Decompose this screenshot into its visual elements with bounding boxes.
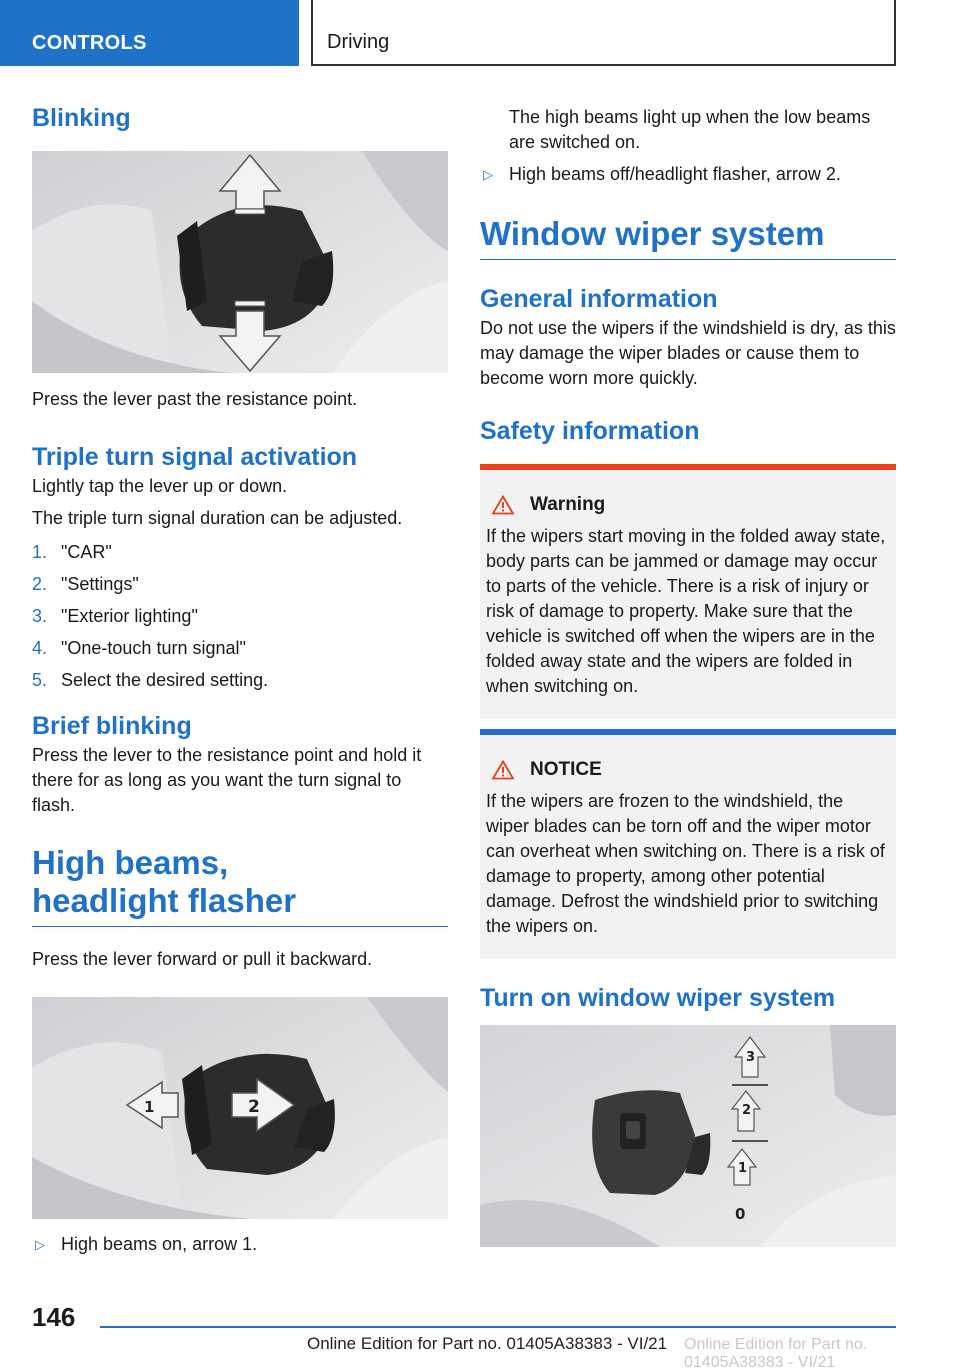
step-number: 2.: [32, 574, 48, 594]
left-column: [32, 100, 448, 1264]
footer-divider: [100, 1326, 896, 1328]
notice-title-row: [486, 759, 888, 781]
blinking-text: Press the lever past the resistance point.: [32, 389, 358, 409]
highbeam-item-2: High beams off/headlight flasher, arrow 2.: [509, 164, 841, 184]
highbeam-item-1: High beams on, arrow 1.: [61, 1234, 258, 1254]
lever-up-down-illustration: [32, 151, 448, 373]
highbeam-list-continued: [480, 162, 896, 187]
wiper-lever-illustration: [480, 1025, 896, 1247]
blinking-heading: Blinking: [32, 104, 131, 132]
blinking-lever-figure: [32, 151, 448, 373]
position-0-label: 0: [735, 1205, 746, 1223]
arrow-1-label: 1: [144, 1098, 155, 1116]
step-number: 5.: [32, 670, 48, 690]
highbeam-list: [32, 1232, 448, 1257]
position-3-label: 3: [746, 1050, 756, 1065]
notice-triangle-icon: [492, 760, 514, 780]
warning-box: [480, 464, 896, 719]
list-item: [32, 572, 448, 597]
general-text: Do not use the wipers if the windshield is dry, as this may damage the wiper blades or cause them to become worn more quickly.: [480, 318, 896, 388]
section-tab: CONTROLS: [0, 0, 299, 66]
brief-text: Press the lever to the resistance point and hold it there for as long as you want the turn signal to flash.: [32, 745, 422, 815]
step-number: 1.: [32, 542, 48, 562]
notice-title: NOTICE: [530, 759, 602, 780]
safety-heading: Safety information: [480, 417, 700, 445]
step-text: "One-touch turn signal": [61, 638, 246, 658]
triple-text-1: Lightly tap the lever up or down.: [32, 476, 288, 496]
warning-title: Warning: [530, 494, 606, 515]
list-item: [32, 540, 448, 565]
highbeam-heading-line2: headlight flasher: [32, 882, 297, 919]
list-item: [480, 162, 896, 187]
highbeam-lever-figure: [32, 997, 448, 1219]
step-number: 4.: [32, 638, 48, 658]
list-item: [32, 636, 448, 661]
lever-forward-back-illustration: [32, 997, 448, 1219]
highbeam-heading-line1: High beams,: [32, 844, 229, 881]
triple-heading: Triple turn signal activation: [32, 443, 358, 471]
right-column: [480, 100, 896, 1247]
general-heading: General information: [480, 285, 718, 313]
brief-heading: Brief blinking: [32, 712, 192, 740]
watermark: Online Edition for Part no. 01405A38383 - VI/21: [684, 1336, 868, 1371]
list-item: [32, 604, 448, 629]
page-number: 146: [32, 1302, 76, 1332]
list-item: [32, 1232, 448, 1257]
warning-text: If the wipers start moving in the folded away state, body parts can be jammed or damage may occur to parts of the vehicle. There is a risk of injury or risk of damage to property. Make sure that the vehicle is switched off when the wipers are in the folded away state and the wipers are folded in when switching on.: [486, 526, 886, 696]
wiper-heading: Window wiper system: [480, 215, 896, 260]
arrow-2-label: 2: [248, 1097, 260, 1117]
highbeam-continued: The high beams light up when the low beams are switched on.: [509, 107, 871, 152]
position-1-label: 1: [738, 1161, 748, 1176]
warning-title-row: [486, 494, 888, 516]
step-text: Select the desired setting.: [61, 670, 269, 690]
edition-note: Online Edition for Part no. 01405A38383 - VI/21: [307, 1334, 668, 1353]
warning-triangle-icon: [492, 495, 514, 515]
position-2-label: 2: [742, 1103, 752, 1118]
steps-list: [32, 540, 448, 693]
wiper-lever-figure: [480, 1025, 896, 1247]
step-text: "Exterior lighting": [61, 606, 198, 626]
step-text: "CAR": [61, 542, 112, 562]
triangle-bullet-icon: ▷: [35, 1237, 45, 1252]
triple-text-2: The triple turn signal duration can be adjusted.: [32, 508, 403, 528]
notice-text: If the wipers are frozen to the windshield, the wiper blades can be torn off and the wiper motor can overheat when switching on. There is a risk of damage to property, among other potential damage. Defrost the windshield prior to switching the wipers on.: [486, 791, 885, 936]
list-item: [32, 668, 448, 693]
highbeam-heading: [32, 844, 448, 927]
chapter-title: Driving: [311, 0, 896, 66]
triangle-bullet-icon: ▷: [483, 167, 493, 182]
notice-box: [480, 729, 896, 959]
turn-on-heading: Turn on window wiper system: [480, 984, 836, 1012]
highbeam-text: Press the lever forward or pull it backward.: [32, 949, 373, 969]
step-text: "Settings": [61, 574, 139, 594]
step-number: 3.: [32, 606, 48, 626]
